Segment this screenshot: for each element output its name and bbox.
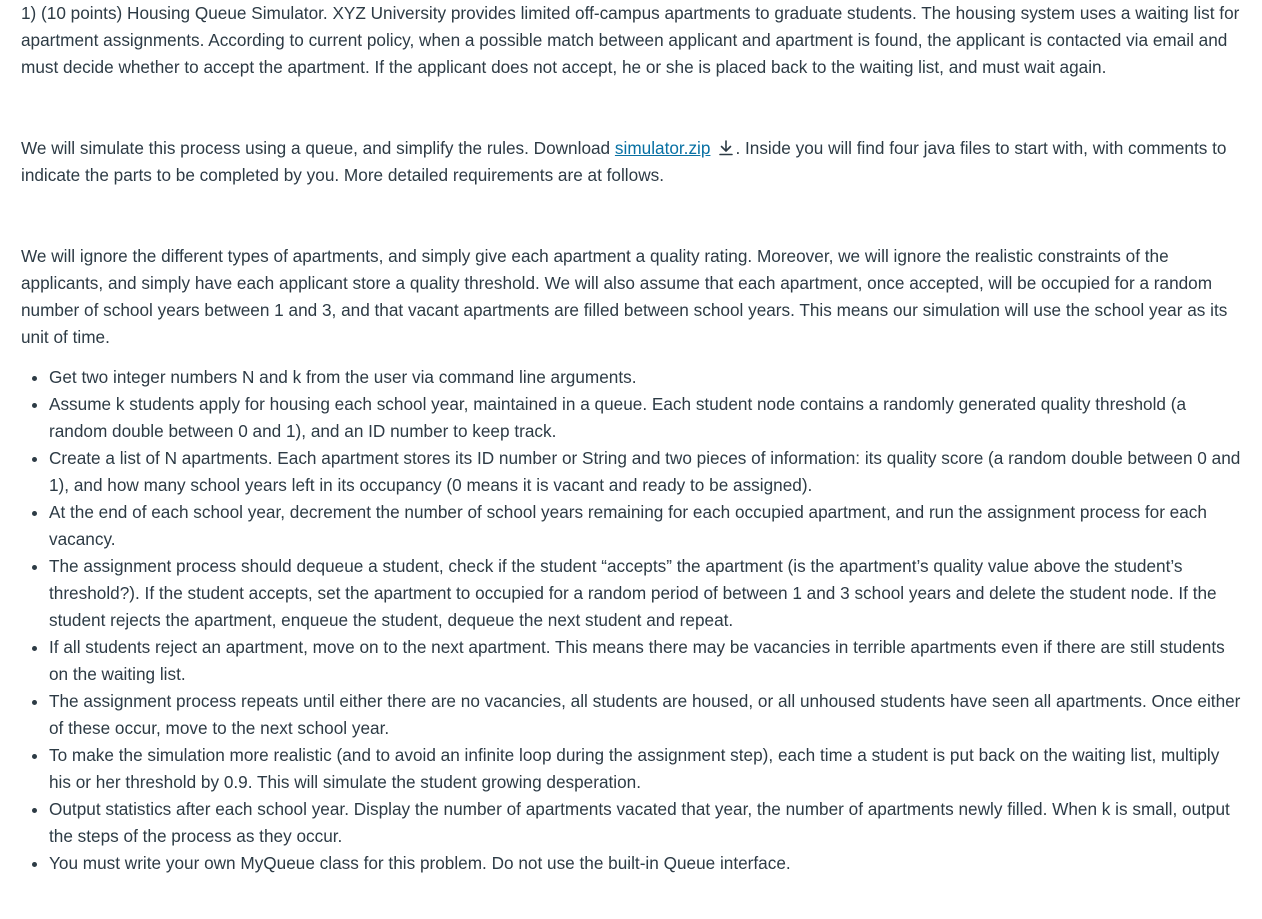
details-paragraph: We will ignore the different types of apartments, and simply give each apartment a quality rating. Moreover, we will ignore the realistic constraints of the applicants, and simply have each applicant store a quality threshold. We will also assume that each apartment, once accepted, will be occupied for a random number of school years between 1 and 3, and that vacant apartments are filled between school years. This means our simulation will use the school year as its unit of time. bbox=[21, 246, 1228, 347]
list-item: • To make the simulation more realistic (and to avoid an infinite loop during the assignment step), each time a student is put back on the waiting list, multiply his or her threshold by 0.9. This will simulate the student growing desperation. bbox=[49, 742, 1243, 796]
list-item: • The assignment process repeats until either there are no vacancies, all students are housed, or all unhoused students have seen all apartments. Once either of these occur, move to the next school year. bbox=[49, 688, 1243, 742]
list-item: • Assume k students apply for housing each school year, maintained in a queue. Each student node contains a randomly generated quality threshold (a random double between 0 and 1), and an ID number to keep track. bbox=[49, 391, 1243, 445]
download-paragraph bbox=[21, 135, 1243, 189]
list-item: • Output statistics after each school year. Display the number of apartments vacated that year, the number of apartments newly filled. When k is small, output the steps of the process as they occur. bbox=[49, 796, 1243, 850]
list-item: • If all students reject an apartment, move on to the next apartment. This means there may be vacancies in terrible apartments even if there are still students on the waiting list. bbox=[49, 634, 1243, 688]
download-icon[interactable] bbox=[717, 139, 735, 157]
list-item: • You must write your own MyQueue class for this problem. Do not use the built-in Queue interface. bbox=[49, 850, 1243, 877]
list-item: • Create a list of N apartments. Each apartment stores its ID number or String and two pieces of information: its quality score (a random double between 0 and 1), and how many school years left in its occupancy (0 means it is vacant and ready to be assigned). bbox=[49, 445, 1243, 499]
list-item: • At the end of each school year, decrement the number of school years remaining for each occupied apartment, and run the assignment process for each vacancy. bbox=[49, 499, 1243, 553]
download-text-before: We will simulate this process using a queue, and simplify the rules. Download bbox=[21, 138, 615, 158]
problem-intro: 1) (10 points) Housing Queue Simulator. XYZ University provides limited off-campus apartments to graduate students. The housing system uses a waiting list for apartment assignments. According to current policy, when a possible match between applicant and apartment is found, the applicant is contacted via email and must decide whether to accept the apartment. If the applicant does not accept, he or she is placed back to the waiting list, and must wait again. bbox=[21, 3, 1240, 77]
requirements-list bbox=[21, 364, 1243, 877]
list-item: • Get two integer numbers N and k from the user via command line arguments. bbox=[49, 364, 1243, 391]
simulator-zip-link[interactable]: simulator.zip bbox=[614, 138, 711, 158]
list-item: • The assignment process should dequeue a student, check if the student “accepts” the apartment (is the apartment’s quality value above the student’s threshold?). If the student accepts, set the apartment to occupied for a random period of between 1 and 3 school years and delete the student node. If the student rejects the apartment, enqueue the student, dequeue the next student and repeat. bbox=[49, 553, 1243, 634]
download-text-after: . Inside you will find four java files to start with, with comments to indicate the parts to be completed by you. More detailed requirements are at follows. bbox=[21, 138, 1227, 185]
